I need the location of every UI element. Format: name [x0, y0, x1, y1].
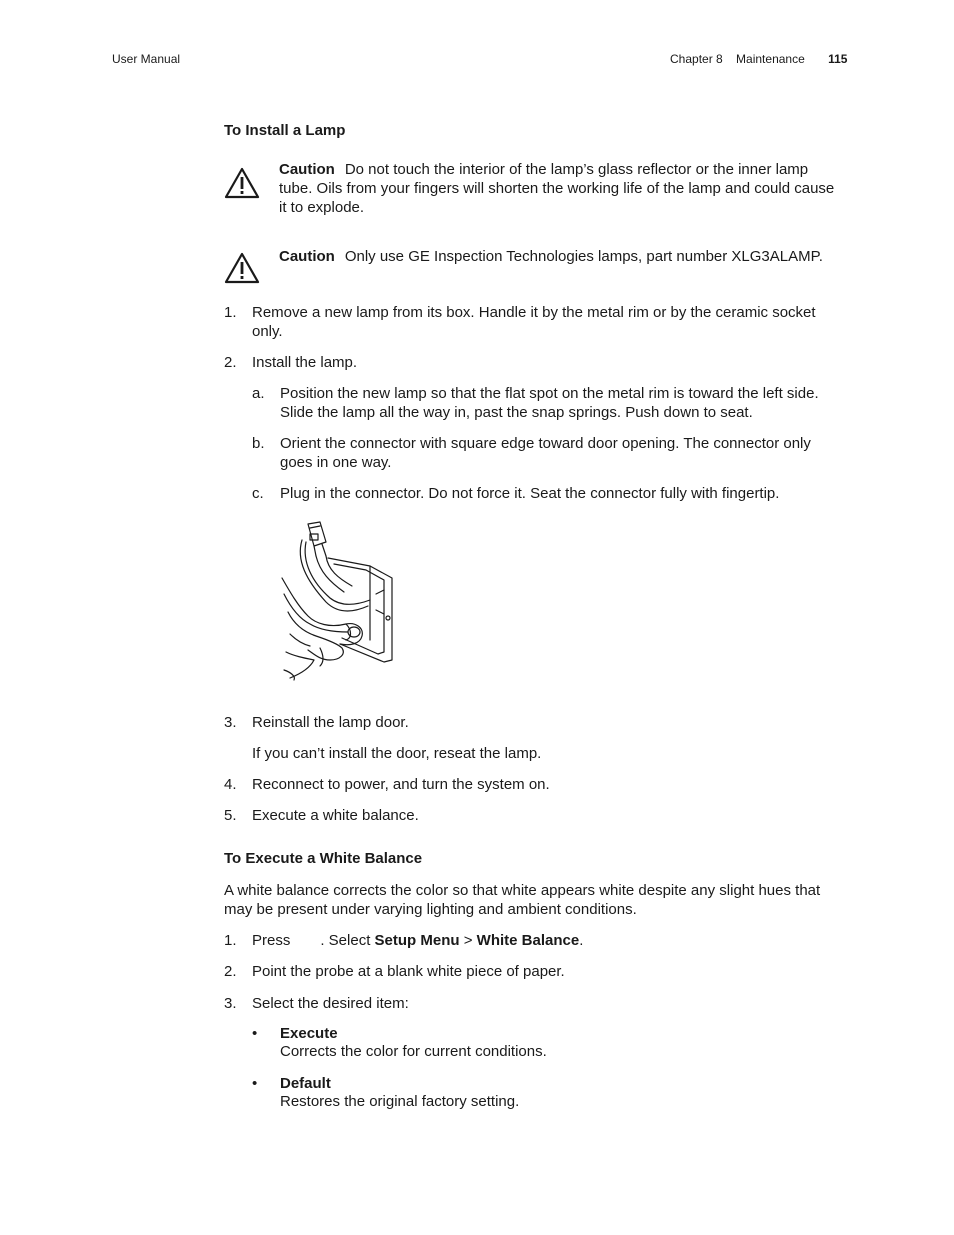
step-text: [252, 931, 842, 950]
substep-text: Position the new lamp so that the flat spot on the metal rim is toward the left side. Slide the lamp all the way in, past the snap springs. Push down to seat.: [280, 385, 819, 421]
warning-triangle-icon: [224, 166, 260, 200]
menu-separator: >: [463, 932, 473, 949]
lamp-connector-illustration: [280, 520, 400, 682]
header-manual-title: User Manual: [112, 52, 181, 66]
white-balance-intro: A white balance corrects the color so that white appears white despite any slight hues that may be present under varying lighting and ambient conditions.: [224, 882, 821, 918]
caution-text-1: [279, 160, 844, 217]
press-label: Press: [252, 932, 291, 949]
step-number: 5.: [224, 807, 237, 824]
step-number: 3.: [224, 995, 237, 1012]
white-balance-menu-item: White Balance: [476, 932, 580, 949]
page-number: 115: [828, 52, 848, 66]
substep-text: Plug in the connector. Do not force it. Seat the connector fully with fingertip.: [280, 485, 780, 502]
caution-message: Do not touch the interior of the lamp’s glass reflector or the inner lamp tube. Oils from your fingers will shorten the working life of the lamp and could cause it to explode.: [279, 161, 835, 216]
substep-text: Orient the connector with square edge toward door opening. The connector only goes in one way.: [280, 435, 811, 471]
step-text: Point the probe at a blank white piece of paper.: [252, 963, 565, 980]
substep-letter: a.: [252, 385, 265, 402]
setup-menu-label: Setup Menu: [374, 932, 460, 949]
option-title: Execute: [280, 1025, 338, 1042]
substep-letter: c.: [252, 485, 264, 502]
step-number: 1.: [224, 932, 237, 949]
option-title: Default: [280, 1075, 331, 1092]
step-number: 1.: [224, 304, 237, 321]
step-text: Select the desired item:: [252, 995, 409, 1012]
header-chapter-info: [670, 52, 847, 66]
step-3-note: If you can’t install the door, reseat the lamp.: [252, 745, 542, 762]
step-number: 3.: [224, 714, 237, 731]
section-title-install-lamp: To Install a Lamp: [224, 122, 346, 139]
header-chapter: Chapter 8: [670, 52, 723, 66]
step-number: 2.: [224, 963, 237, 980]
warning-triangle-icon: [224, 251, 260, 285]
step-text: Install the lamp.: [252, 354, 358, 371]
bullet-glyph: •: [252, 1075, 258, 1092]
header-section: Maintenance: [736, 52, 805, 66]
caution-message: Only use GE Inspection Technologies lamps, part number XLG3ALAMP.: [344, 248, 823, 265]
period: .: [579, 932, 584, 949]
step-text: Execute a white balance.: [252, 807, 419, 824]
step-text: Remove a new lamp from its box. Handle it by the metal rim or by the ceramic socket only.: [252, 304, 816, 340]
select-label: . Select: [320, 932, 371, 949]
step-number: 2.: [224, 354, 237, 371]
section-title-white-balance: To Execute a White Balance: [224, 850, 423, 867]
caution-label: Caution: [279, 161, 335, 178]
step-number: 4.: [224, 776, 237, 793]
substep-letter: b.: [252, 435, 265, 452]
caution-text-2: [279, 247, 844, 266]
caution-label: Caution: [279, 248, 335, 265]
bullet-glyph: •: [252, 1025, 258, 1042]
option-description: Restores the original factory setting.: [280, 1093, 520, 1110]
step-text: Reconnect to power, and turn the system on.: [252, 776, 550, 793]
step-text: Reinstall the lamp door.: [252, 714, 409, 731]
option-description: Corrects the color for current conditions.: [280, 1043, 547, 1060]
